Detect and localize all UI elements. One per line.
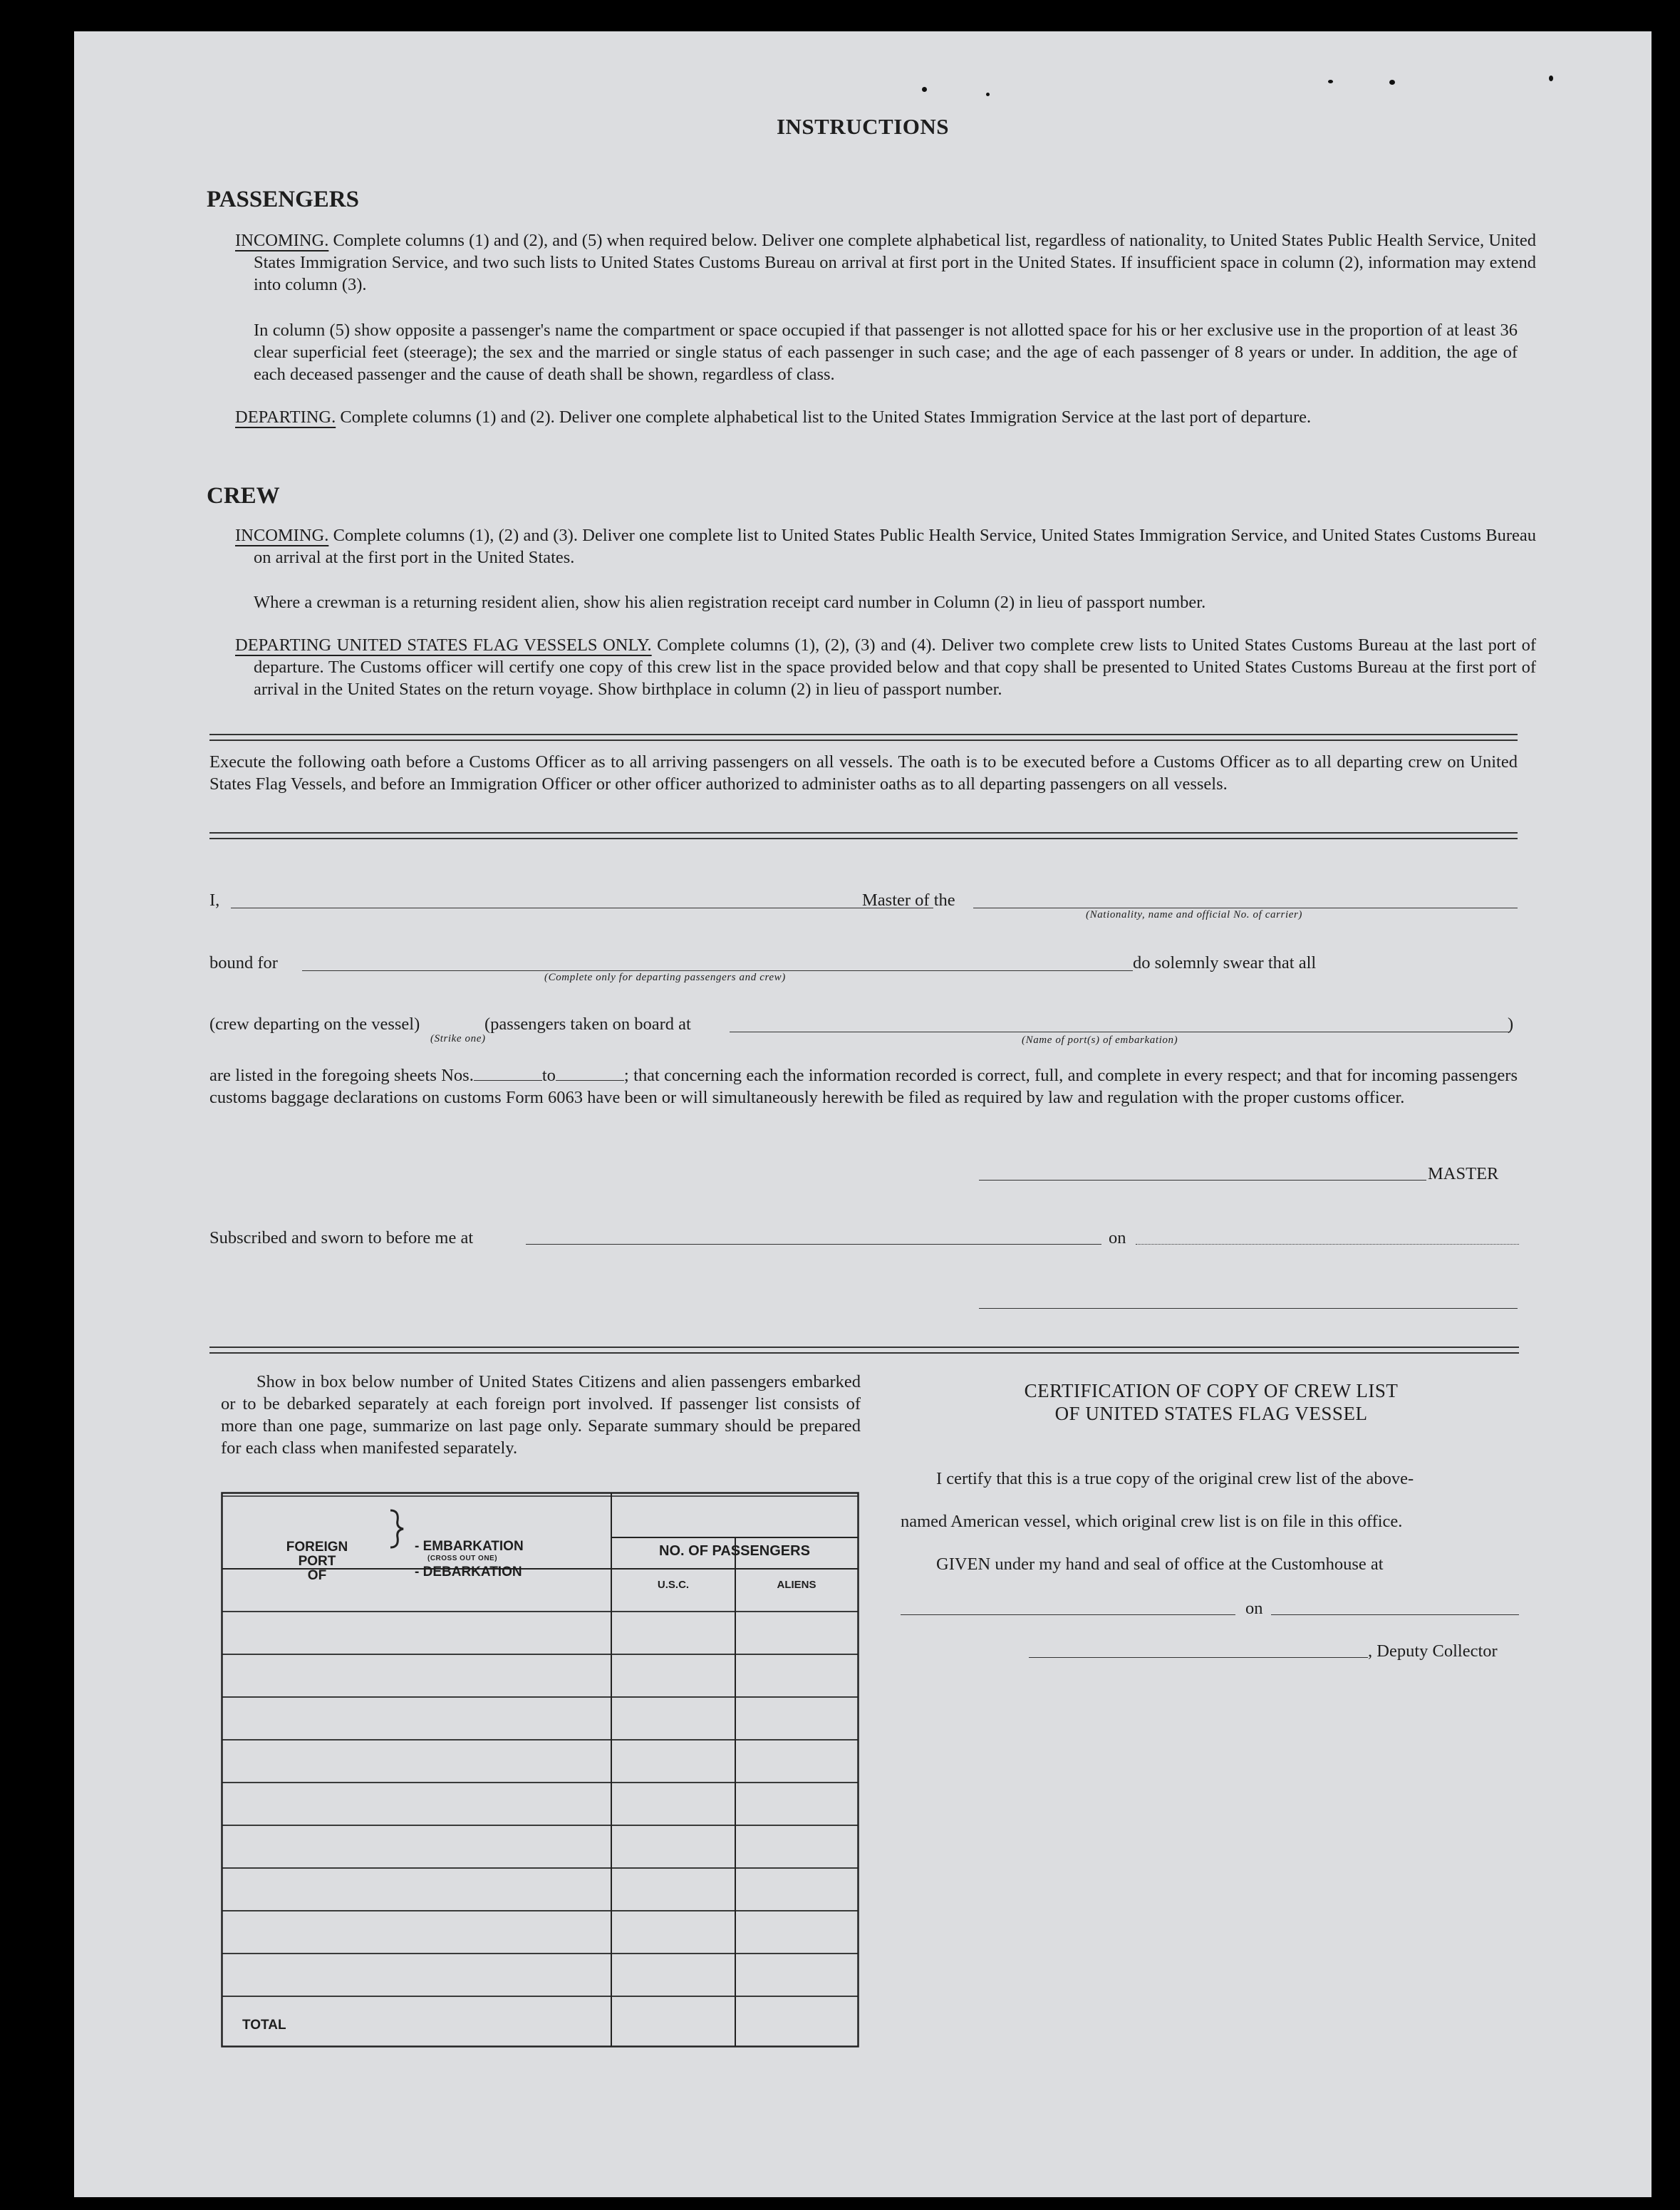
swear-text: do solemnly swear that all <box>1133 953 1317 972</box>
embarkation-label[interactable]: - EMBARKATION <box>415 1539 524 1554</box>
aliens-header: ALIENS <box>777 1579 816 1591</box>
passengers-incoming-label: INCOMING. <box>235 231 329 250</box>
sworn-on-label: on <box>1109 1228 1126 1247</box>
passengers-incoming-text: Complete columns (1) and (2), and (5) when required below. Deliver one complete alphabetical list, regardless of nationality, to United States Public Health Service, United States Immigration Service, and two such lists to United States Customs Bureau on arrival at first port in the United States. If insufficient space in column (2), information may extend into column (3). <box>254 231 1536 294</box>
crew-incoming-label: INCOMING. <box>235 526 329 545</box>
officer-signature-field[interactable] <box>979 1308 1518 1309</box>
bound-for-field[interactable] <box>302 970 1133 971</box>
close-paren: ) <box>1508 1015 1514 1034</box>
passengers-heading: PASSENGERS <box>207 187 359 212</box>
total-label: TOTAL <box>242 2018 286 2033</box>
passengers-departing-text: Complete columns (1) and (2). Deliver one complete alphabetical list to the United States Immigration Service at the last port of departure. <box>336 408 1312 427</box>
double-rule <box>209 1347 1519 1354</box>
form-page <box>74 31 1652 2197</box>
scan-speck <box>986 93 990 96</box>
usc-header: U.S.C. <box>657 1579 690 1591</box>
sworn-place-field[interactable] <box>526 1244 1101 1245</box>
debarkation-label[interactable]: - DEBARKATION <box>415 1565 522 1579</box>
oath-instruction: Execute the following oath before a Customs Officer as to all arriving passengers on all vessels. The oath is to be executed before a Customs Officer as to all departing crew on United States Flag Vessels, and before an Immigration Officer or other officer authorized to administer oaths as to all departing passengers on all vessels. <box>209 752 1518 794</box>
double-rule <box>209 734 1518 741</box>
customhouse-field[interactable] <box>901 1614 1235 1615</box>
sworn-date-field[interactable] <box>1136 1244 1519 1245</box>
certification-line-1: I certify that this is a true copy of the original crew list of the above- <box>936 1469 1414 1488</box>
passengers-taken-option[interactable]: (passengers taken on board at <box>484 1015 691 1034</box>
scan-speck <box>1389 80 1395 85</box>
crew-resident-paragraph <box>254 591 1518 613</box>
crew-incoming-text: Complete columns (1), (2) and (3). Deliver one complete list to United States Public Health Service, United States Immigration Service, and United States Customs Bureau on arrival at the first port in the United States. <box>254 526 1536 567</box>
scan-speck <box>1328 80 1333 83</box>
cross-out-label: (CROSS OUT ONE) <box>427 1555 498 1562</box>
scan-speck <box>1549 76 1553 81</box>
crew-resident-text: Where a crewman is a returning resident alien, show his alien registration receipt card number in Column (2) in lieu of passport number. <box>254 593 1206 612</box>
sheets-text-a: are listed in the foregoing sheets Nos. <box>209 1066 474 1085</box>
double-rule <box>209 832 1518 839</box>
certification-title <box>905 1379 1518 1425</box>
ports-caption: (Name of port(s) of embarkation) <box>1022 1034 1178 1046</box>
sheets-text-b: ; that concerning each the information recorded is correct, full, and complete in every respect; and that for incoming passengers customs baggage declarations on customs Form 6063 have been or will simultaneously herewith be filed as required by law and regulation with the proper customs officer. <box>209 1066 1518 1107</box>
passengers-departing-paragraph <box>235 406 1536 428</box>
certification-title-line-1: CERTIFICATION OF COPY OF CREW LIST <box>1024 1380 1399 1401</box>
certification-date-field[interactable] <box>1271 1614 1519 1615</box>
col-port-header <box>249 1540 385 1583</box>
passengers-departing-label: DEPARTING. <box>235 408 336 427</box>
col-port-line-2: PORT <box>298 1554 336 1569</box>
no-passengers-header: NO. OF PASSENGERS <box>659 1543 810 1559</box>
deputy-signature-field[interactable] <box>1029 1657 1368 1658</box>
bound-for-caption: (Complete only for departing passengers and crew) <box>544 972 786 983</box>
col-port-line-3: OF <box>307 1568 327 1583</box>
crew-departing-option[interactable]: (crew departing on the vessel) <box>209 1015 420 1034</box>
crew-departing-paragraph <box>235 634 1536 700</box>
passengers-incoming-paragraph <box>235 229 1536 296</box>
passenger-summary-table <box>221 1492 859 2048</box>
passengers-column5-text: In column (5) show opposite a passenger's name the compartment or space occupied if that passenger is not allotted space for his or her exclusive use in the proportion of at least 36 clear superficial feet (steerage); the sex and the married or single status of each passenger in such case; and the age of each passenger of 8 years or under. In addition, the age of each deceased passenger and the cause of death shall be shown, regardless of class. <box>254 321 1518 384</box>
certification-on-label: on <box>1245 1599 1263 1618</box>
deputy-collector-label: , Deputy Collector <box>1368 1641 1498 1661</box>
bound-for-label: bound for <box>209 953 278 972</box>
certification-line-3: GIVEN under my hand and seal of office at the Customhouse at <box>936 1555 1384 1574</box>
crew-departing-label: DEPARTING UNITED STATES FLAG VESSELS ONLY. <box>235 635 652 655</box>
page-title: INSTRUCTIONS <box>776 114 949 139</box>
master-signature-field[interactable] <box>979 1180 1426 1181</box>
crew-heading: CREW <box>207 483 280 509</box>
sheets-paragraph <box>209 1064 1518 1109</box>
summary-instruction: Show in box below number of United States Citizens and alien passengers embarked or to be debarked separately at each foreign port involved. If passenger list consists of more than one page, summarize on last page only. Separate summary should be prepared for each class when manifested separately. <box>221 1372 861 1458</box>
carrier-caption: (Nationality, name and official No. of carrier) <box>1086 909 1303 920</box>
crew-departing-text: Complete columns (1), (2), (3) and (4). Deliver two complete crew lists to United States Customs Bureau at the last port of departure. The Customs officer will certify one copy of this crew list in the space provided below and that copy shall be presented to United States Customs Bureau at the first port of arrival in the United States on the return voyage. Show birthplace in column (2) in lieu of passport number. <box>254 635 1536 699</box>
master-label: MASTER <box>1428 1164 1499 1183</box>
certification-title-line-2: OF UNITED STATES FLAG VESSEL <box>1054 1403 1368 1424</box>
sheet-from-field[interactable] <box>474 1066 542 1081</box>
col-port-line-1: FOREIGN <box>286 1540 348 1555</box>
certification-line-2: named American vessel, which original crew list is on file in this office. <box>901 1512 1403 1531</box>
oath-i-label: I, <box>209 891 220 910</box>
sheets-to-label: to <box>541 1066 556 1085</box>
passengers-column5-paragraph <box>254 319 1518 385</box>
master-of-the-label: Master of the <box>862 891 955 910</box>
sheet-to-field[interactable] <box>556 1066 624 1081</box>
scan-speck <box>922 87 927 92</box>
strike-one-caption: (Strike one) <box>430 1033 486 1044</box>
crew-incoming-paragraph <box>235 524 1536 569</box>
subscribed-label: Subscribed and sworn to before me at <box>209 1228 474 1247</box>
